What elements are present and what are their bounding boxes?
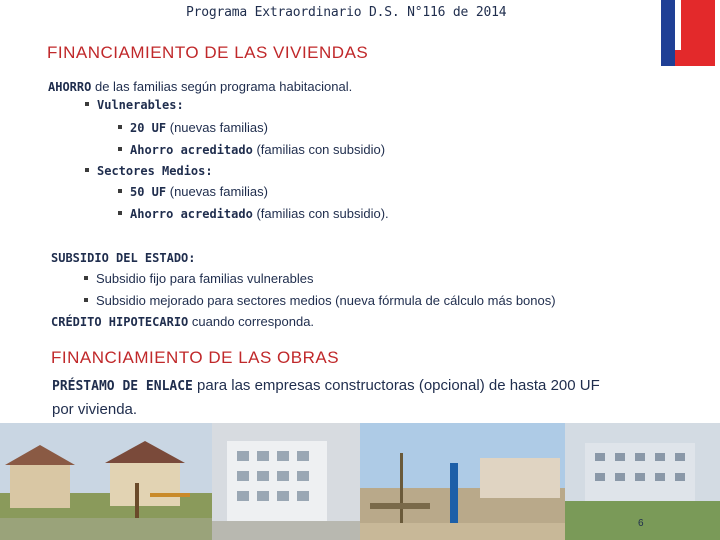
section-title-viviendas: FINANCIAMIENTO DE LAS VIVIENDAS bbox=[47, 43, 369, 62]
ahorro-text: de las familias según programa habitacional. bbox=[91, 79, 353, 94]
housing-photo-1 bbox=[0, 423, 212, 540]
bullet-icon bbox=[84, 298, 88, 302]
bullet-icon bbox=[118, 147, 122, 151]
housing-photo-2 bbox=[212, 423, 360, 540]
v1-amount: 20 UF bbox=[130, 121, 167, 135]
housing-photo-3 bbox=[360, 423, 565, 540]
ahorro-label: AHORRO bbox=[48, 80, 92, 94]
bullet-icon bbox=[118, 189, 122, 193]
v2-label: Ahorro acreditado bbox=[130, 143, 253, 157]
credito-label: CRÉDITO HIPOTECARIO bbox=[51, 315, 189, 329]
vulnerables-item bbox=[85, 97, 184, 112]
bullet-icon bbox=[85, 102, 89, 106]
medios-sub-1 bbox=[118, 184, 268, 199]
page-number: 6 bbox=[638, 518, 644, 529]
medios-label: Sectores Medios: bbox=[97, 164, 213, 178]
prestamo-text: para las empresas constructoras (opcional) de hasta 200 UF bbox=[192, 377, 600, 394]
subsidio-item-2 bbox=[84, 293, 556, 308]
v2-text: (familias con subsidio) bbox=[252, 142, 386, 157]
vulnerables-label: Vulnerables: bbox=[97, 98, 184, 112]
m2-text: (familias con subsidio). bbox=[252, 206, 389, 221]
bullet-icon bbox=[85, 168, 89, 172]
vulnerables-sub-2 bbox=[118, 142, 385, 157]
s1-text: Subsidio fijo para familias vulnerables bbox=[96, 271, 314, 286]
vulnerables-sub-1 bbox=[118, 120, 268, 135]
credito-line bbox=[51, 314, 314, 329]
v1-text: (nuevas familias) bbox=[166, 120, 268, 135]
page-header: Programa Extraordinario D.S. N°116 de 2014 bbox=[186, 5, 507, 20]
ahorro-line bbox=[48, 79, 352, 94]
section-title-obras: FINANCIAMIENTO DE LAS OBRAS bbox=[51, 348, 340, 367]
medios-item bbox=[85, 163, 213, 178]
bullet-icon bbox=[118, 125, 122, 129]
m2-label: Ahorro acreditado bbox=[130, 207, 253, 221]
m1-text: (nuevas familias) bbox=[166, 184, 268, 199]
prestamo-label: PRÉSTAMO DE ENLACE bbox=[52, 379, 193, 394]
prestamo-line-2: por vivienda. bbox=[52, 401, 138, 418]
subsidio-title: SUBSIDIO DEL ESTADO: bbox=[51, 251, 196, 265]
medios-sub-2 bbox=[118, 206, 389, 221]
prestamo-line bbox=[52, 377, 600, 394]
subsidio-item-1 bbox=[84, 271, 314, 286]
s2-text: Subsidio mejorado para sectores medios (nueva fórmula de cálculo más bonos) bbox=[96, 293, 556, 308]
chile-flag-logo bbox=[661, 0, 715, 66]
housing-photo-strip bbox=[0, 423, 720, 540]
bullet-icon bbox=[84, 276, 88, 280]
credito-text: cuando corresponda. bbox=[188, 314, 315, 329]
bullet-icon bbox=[118, 211, 122, 215]
m1-amount: 50 UF bbox=[130, 185, 167, 199]
